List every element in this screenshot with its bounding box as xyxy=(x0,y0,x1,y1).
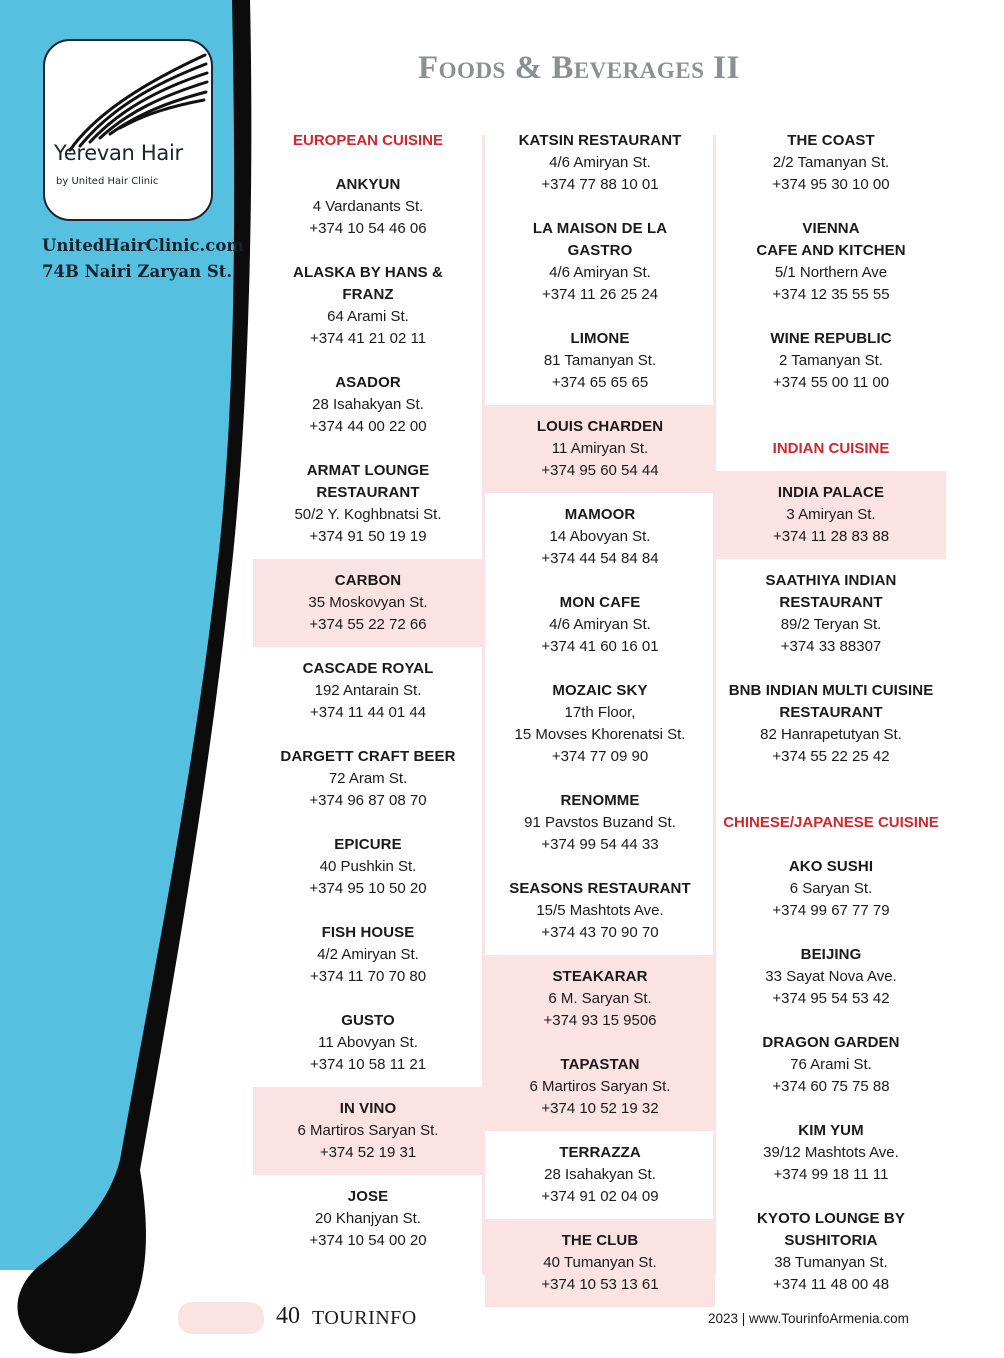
restaurant-address: 4/6 Amiryan St. xyxy=(549,154,651,171)
restaurant-address: 17th Floor, xyxy=(564,704,636,721)
restaurant-name: ASADOR xyxy=(335,374,401,391)
restaurant-name: CARBON xyxy=(334,572,402,589)
ad-background xyxy=(0,0,260,1358)
restaurant-address: 91 Pavstos Buzand St. xyxy=(524,814,676,831)
cuisine-heading: EUROPEAN CUISINE xyxy=(292,132,444,149)
restaurant-name: SUSHITORIA xyxy=(784,1232,878,1249)
restaurant-name: FRANZ xyxy=(342,286,394,303)
restaurant-name: GUSTO xyxy=(341,1012,395,1029)
restaurant-phone: +374 41 60 16 01 xyxy=(541,638,659,655)
restaurant-phone: +374 96 87 08 70 xyxy=(309,792,427,809)
restaurant-entry xyxy=(485,867,715,955)
restaurant-phone: +374 11 26 25 24 xyxy=(541,286,659,303)
restaurant-name: CAFE AND KITCHEN xyxy=(756,242,906,259)
restaurant-address: 6 M. Saryan St. xyxy=(548,990,652,1007)
restaurant-entry xyxy=(716,207,946,317)
footer-brand: TOURINFO xyxy=(312,1307,417,1329)
restaurant-name: VIENNA xyxy=(802,220,860,237)
restaurant-phone: +374 65 65 65 xyxy=(551,374,649,391)
restaurant-phone: +374 99 18 11 11 xyxy=(773,1166,889,1183)
restaurant-entry xyxy=(716,1021,946,1109)
restaurant-name: RENOMME xyxy=(560,792,640,809)
restaurant-name: MON CAFE xyxy=(559,594,641,611)
restaurant-address: 76 Arami St. xyxy=(790,1056,872,1073)
restaurant-name: WINE REPUBLIC xyxy=(770,330,892,347)
restaurant-entry xyxy=(485,669,715,779)
restaurant-phone: +374 10 58 11 21 xyxy=(309,1056,427,1073)
restaurant-name: SAATHIYA INDIAN xyxy=(765,572,897,589)
restaurant-entry xyxy=(716,471,946,559)
restaurant-address: 40 Tumanyan St. xyxy=(543,1254,657,1271)
restaurant-phone: +374 52 19 31 xyxy=(319,1144,417,1161)
restaurant-phone: +374 99 67 77 79 xyxy=(772,902,890,919)
restaurant-address: 4/6 Amiryan St. xyxy=(549,616,651,633)
restaurant-phone: +374 12 35 55 55 xyxy=(772,286,890,303)
restaurant-entry xyxy=(485,581,715,669)
cuisine-heading: CHINESE/JAPANESE CUISINE xyxy=(723,814,939,831)
restaurant-name: KATSIN RESTAURANT xyxy=(518,132,682,149)
cuisine-heading: INDIAN CUISINE xyxy=(772,440,890,457)
restaurant-address: 64 Arami St. xyxy=(327,308,409,325)
listing-column-1 xyxy=(253,130,483,1263)
restaurant-name: BEIJING xyxy=(800,946,862,963)
restaurant-entry xyxy=(485,955,715,1043)
restaurant-phone: +374 77 88 10 01 xyxy=(541,176,659,193)
restaurant-address: 33 Sayat Nova Ave. xyxy=(765,968,897,985)
restaurant-entry xyxy=(716,1197,946,1307)
restaurant-address: 2 Tamanyan St. xyxy=(779,352,883,369)
restaurant-phone: +374 41 21 02 11 xyxy=(309,330,427,347)
restaurant-name: STEAKARAR xyxy=(552,968,648,985)
restaurant-phone: +374 10 54 00 20 xyxy=(309,1232,427,1249)
page-title: Foods & Beverages II xyxy=(418,50,740,86)
restaurant-name: RESTAURANT xyxy=(779,594,883,611)
restaurant-entry xyxy=(485,493,715,581)
restaurant-entry xyxy=(485,405,715,493)
ad-website[interactable]: UnitedHairClinic.com xyxy=(42,236,244,255)
restaurant-name: LOUIS CHARDEN xyxy=(536,418,664,435)
restaurant-entry xyxy=(716,559,946,669)
restaurant-address: 2/2 Tamanyan St. xyxy=(772,154,890,171)
restaurant-name: INDIA PALACE xyxy=(777,484,885,501)
restaurant-address: 4/6 Amiryan St. xyxy=(549,264,651,281)
restaurant-phone: +374 44 00 22 00 xyxy=(309,418,427,435)
restaurant-address: 72 Aram St. xyxy=(328,770,408,787)
restaurant-address: 28 Isahakyan St. xyxy=(312,396,424,413)
restaurant-entry xyxy=(485,130,715,207)
footer-website: 2023 | www.TourinfoArmenia.com xyxy=(708,1311,909,1326)
restaurant-entry xyxy=(253,999,483,1087)
restaurant-address: 82 Hanrapetutyan St. xyxy=(760,726,902,743)
restaurant-address: 6 Saryan St. xyxy=(789,880,873,897)
restaurant-entry xyxy=(253,647,483,735)
restaurant-phone: +374 11 70 70 80 xyxy=(309,968,427,985)
restaurant-phone: +374 33 88307 xyxy=(780,638,882,655)
restaurant-entry xyxy=(716,845,946,933)
restaurant-entry xyxy=(253,823,483,911)
restaurant-phone: +374 11 28 83 88 xyxy=(772,528,890,545)
restaurant-phone: +374 93 15 9506 xyxy=(543,1012,657,1029)
restaurant-address: 11 Amiryan St. xyxy=(551,440,649,457)
restaurant-name: KIM YUM xyxy=(798,1122,864,1139)
restaurant-address: 38 Tumanyan St. xyxy=(774,1254,888,1271)
restaurant-name: RESTAURANT xyxy=(779,704,883,721)
restaurant-entry xyxy=(253,735,483,823)
restaurant-name: SEASONS RESTAURANT xyxy=(509,880,691,897)
restaurant-phone: +374 55 22 25 42 xyxy=(772,748,890,765)
restaurant-address: 15 Movses Khorenatsi St. xyxy=(514,726,686,743)
restaurant-entry xyxy=(716,669,946,779)
restaurant-phone: +374 11 48 00 48 xyxy=(772,1276,890,1293)
footer-pill xyxy=(178,1302,264,1334)
restaurant-name: FISH HOUSE xyxy=(321,924,415,941)
restaurant-name: DARGETT CRAFT BEER xyxy=(280,748,456,765)
restaurant-phone: +374 77 09 90 xyxy=(551,748,649,765)
restaurant-phone: +374 55 00 11 00 xyxy=(772,374,890,391)
restaurant-entry xyxy=(716,1109,946,1197)
restaurant-entry xyxy=(485,779,715,867)
restaurant-name: ANKYUN xyxy=(335,176,401,193)
hair-clinic-ad xyxy=(0,0,260,1358)
restaurant-phone: +374 10 53 13 61 xyxy=(541,1276,659,1293)
page-number: 40 xyxy=(276,1303,300,1329)
restaurant-address: 5/1 Northern Ave xyxy=(774,264,888,281)
restaurant-entry xyxy=(253,251,483,361)
restaurant-phone: +374 95 54 53 42 xyxy=(772,990,890,1007)
restaurant-phone: +374 55 22 72 66 xyxy=(309,616,427,633)
restaurant-name: THE COAST xyxy=(787,132,875,149)
restaurant-phone: +374 91 50 19 19 xyxy=(309,528,427,545)
restaurant-entry xyxy=(253,361,483,449)
restaurant-entry xyxy=(716,317,946,405)
restaurant-name: IN VINO xyxy=(339,1100,397,1117)
restaurant-name: RESTAURANT xyxy=(316,484,420,501)
restaurant-address: 81 Tamanyan St. xyxy=(543,352,657,369)
restaurant-name: LA MAISON DE LA xyxy=(532,220,668,237)
ad-tagline: by United Hair Clinic xyxy=(56,176,159,187)
restaurant-address: 14 Abovyan St. xyxy=(549,528,651,545)
restaurant-address: 50/2 Y. Koghbnatsi St. xyxy=(294,506,442,523)
restaurant-name: MOZAIC SKY xyxy=(552,682,648,699)
restaurant-name: GASTRO xyxy=(567,242,633,259)
restaurant-name: MAMOOR xyxy=(564,506,636,523)
restaurant-address: 20 Khanjyan St. xyxy=(315,1210,421,1227)
restaurant-address: 15/5 Mashtots Ave. xyxy=(536,902,664,919)
restaurant-name: JOSE xyxy=(347,1188,389,1205)
restaurant-entry xyxy=(253,449,483,559)
logo-frame xyxy=(44,40,212,220)
restaurant-phone: +374 95 10 50 20 xyxy=(309,880,427,897)
restaurant-address: 4 Vardanants St. xyxy=(312,198,424,215)
restaurant-name: TERRAZZA xyxy=(559,1144,641,1161)
restaurant-address: 89/2 Teryan St. xyxy=(780,616,882,633)
restaurant-phone: +374 60 75 75 88 xyxy=(772,1078,890,1095)
restaurant-address: 4/2 Amiryan St. xyxy=(317,946,419,963)
restaurant-phone: +374 11 44 01 44 xyxy=(309,704,427,721)
restaurant-name: THE CLUB xyxy=(561,1232,639,1249)
restaurant-entry xyxy=(253,1087,483,1175)
restaurant-entry xyxy=(253,911,483,999)
restaurant-name: KYOTO LOUNGE BY xyxy=(757,1210,905,1227)
restaurant-entry xyxy=(485,317,715,405)
ad-brand: Yerevan Hair xyxy=(54,141,183,165)
restaurant-phone: +374 10 54 46 06 xyxy=(309,220,427,237)
restaurant-entry xyxy=(253,559,483,647)
restaurant-name: ALASKA BY HANS & xyxy=(293,264,443,281)
listing-column-2 xyxy=(485,130,715,1307)
restaurant-entry xyxy=(253,163,483,251)
restaurant-phone: +374 10 52 19 32 xyxy=(541,1100,659,1117)
restaurant-address: 40 Pushkin St. xyxy=(319,858,417,875)
restaurant-name: DRAGON GARDEN xyxy=(762,1034,900,1051)
restaurant-address: 11 Abovyan St. xyxy=(318,1034,418,1051)
restaurant-name: BNB INDIAN MULTI CUISINE xyxy=(728,682,934,699)
restaurant-name: ARMAT LOUNGE xyxy=(306,462,430,479)
restaurant-address: 35 Moskovyan St. xyxy=(308,594,428,611)
restaurant-entry xyxy=(716,130,946,207)
restaurant-name: AKO SUSHI xyxy=(788,858,874,875)
restaurant-name: EPICURE xyxy=(334,836,402,853)
restaurant-address: 3 Amiryan St. xyxy=(786,506,876,523)
restaurant-name: CASCADE ROYAL xyxy=(302,660,434,677)
restaurant-name: TAPASTAN xyxy=(560,1056,640,1073)
restaurant-phone: +374 99 54 44 33 xyxy=(541,836,659,853)
restaurant-phone: +374 44 54 84 84 xyxy=(541,550,659,567)
ad-address: 74B Nairi Zaryan St. xyxy=(42,262,233,281)
restaurant-phone: +374 91 02 04 09 xyxy=(541,1188,659,1205)
restaurant-address: 6 Martiros Saryan St. xyxy=(297,1122,439,1139)
restaurant-entry xyxy=(485,207,715,317)
restaurant-address: 6 Martiros Saryan St. xyxy=(529,1078,671,1095)
restaurant-address: 192 Antarain St. xyxy=(314,682,422,699)
restaurant-name: LIMONE xyxy=(570,330,630,347)
restaurant-entry xyxy=(485,1043,715,1131)
listing-column-3 xyxy=(716,130,946,1307)
restaurant-phone: +374 95 60 54 44 xyxy=(541,462,659,479)
restaurant-entry xyxy=(485,1219,715,1307)
restaurant-address: 39/12 Mashtots Ave. xyxy=(763,1144,899,1161)
restaurant-phone: +374 95 30 10 00 xyxy=(772,176,890,193)
restaurant-entry xyxy=(485,1131,715,1219)
restaurant-phone: +374 43 70 90 70 xyxy=(541,924,659,941)
restaurant-entry xyxy=(716,933,946,1021)
restaurant-entry xyxy=(253,1175,483,1263)
restaurant-address: 28 Isahakyan St. xyxy=(544,1166,656,1183)
